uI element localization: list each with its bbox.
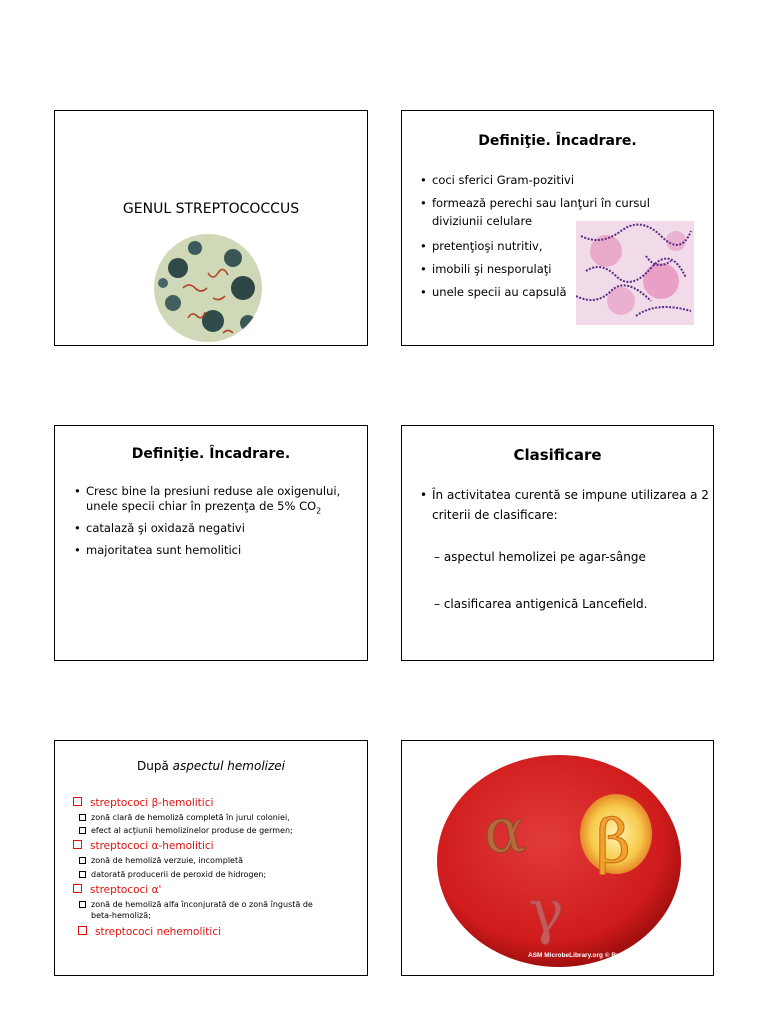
alpha-letter: α <box>484 794 526 867</box>
slide-5-title: După aspectul hemolizei <box>136 759 286 773</box>
slide-3-bullet-1-cont: unele specii chiar în prezenţa de 5% $CO_2$ <box>86 499 322 516</box>
group-alpha-sub-1: zonă de hemoliză verzuie, incompletă <box>91 856 243 866</box>
slide-4-title: Clasificare <box>513 446 602 464</box>
slide-2-title: Definiţie. Încadrare. <box>478 133 637 149</box>
slide-2-bullet-5: • unele specii au capsulă <box>420 285 567 299</box>
slide-2-bullet-3: • pretenţioşi nutritiv, <box>420 239 543 253</box>
group-alpha-label: streptococi α-hemolitici <box>73 840 214 852</box>
slide-2-bullet-4: • imobili şi nesporulaţi <box>420 262 552 276</box>
group-alpha-prime-sub-1: zonă de hemoliză alfa înconjurată de o zonă îngustă de <box>91 900 313 910</box>
slide-2-bullet-2-cont: diviziunii celulare <box>432 214 533 228</box>
slide-2-bullet-2: • formează perechi sau lanţuri în cursul <box>420 196 650 210</box>
group-alpha-sub-2: datorată producerii de peroxid de hidrogen; <box>91 870 266 880</box>
slide-3-title: Definiţie. Încadrare. <box>131 446 291 462</box>
slide-1-title: GENUL STREPTOCOCCUS <box>122 201 300 217</box>
slide-4-bullet: • În activitatea curentă se impune utilizarea a 2 <box>420 488 709 502</box>
slide-4-dash-2: – clasificarea antigenică Lancefield. <box>434 597 648 611</box>
chain-cocci-micrograph-image <box>576 221 694 325</box>
group-alpha-prime-label: streptococi α' <box>73 884 161 896</box>
beta-letter: β <box>596 807 631 877</box>
blood-agar-plate-image <box>436 754 682 968</box>
gamma-letter: γ <box>528 877 564 947</box>
slide-2 <box>401 110 714 346</box>
streptococcus-micrograph-image <box>153 233 263 343</box>
image-credit: ASM MicrobeLibrary.org © Buxton <box>528 952 634 959</box>
slide-2-bullet-1: • coci sferici Gram-pozitivi <box>420 173 575 187</box>
group-beta-sub-2: efect al acţiunii hemolizinelor produse de germen; <box>91 826 293 836</box>
slide-3-bullet-1: • Cresc bine la presiuni reduse ale oxigenului, <box>74 484 341 498</box>
group-non-hemolytic-label: streptococi nehemolitici <box>78 926 221 938</box>
slide-3-bullet-2: • catalază şi oxidază negativi <box>74 521 245 535</box>
slide-4-dash-1: – aspectul hemolizei pe agar-sânge <box>434 550 646 564</box>
slide-3 <box>54 425 368 661</box>
group-beta-label: streptococi β-hemolitici <box>73 797 213 809</box>
slide-6 <box>401 740 714 976</box>
group-alpha-prime-sub-2: beta-hemoliză; <box>91 911 151 920</box>
slide-1 <box>54 110 368 346</box>
group-beta-sub-1: zonă clară de hemoliză completă în jurul coloniei, <box>91 813 290 823</box>
slide-5 <box>54 740 368 976</box>
slide-3-bullet-3: • majoritatea sunt hemolitici <box>74 543 242 557</box>
slide-4-bullet-cont: criterii de clasificare: <box>432 508 558 522</box>
slide-4 <box>401 425 714 661</box>
